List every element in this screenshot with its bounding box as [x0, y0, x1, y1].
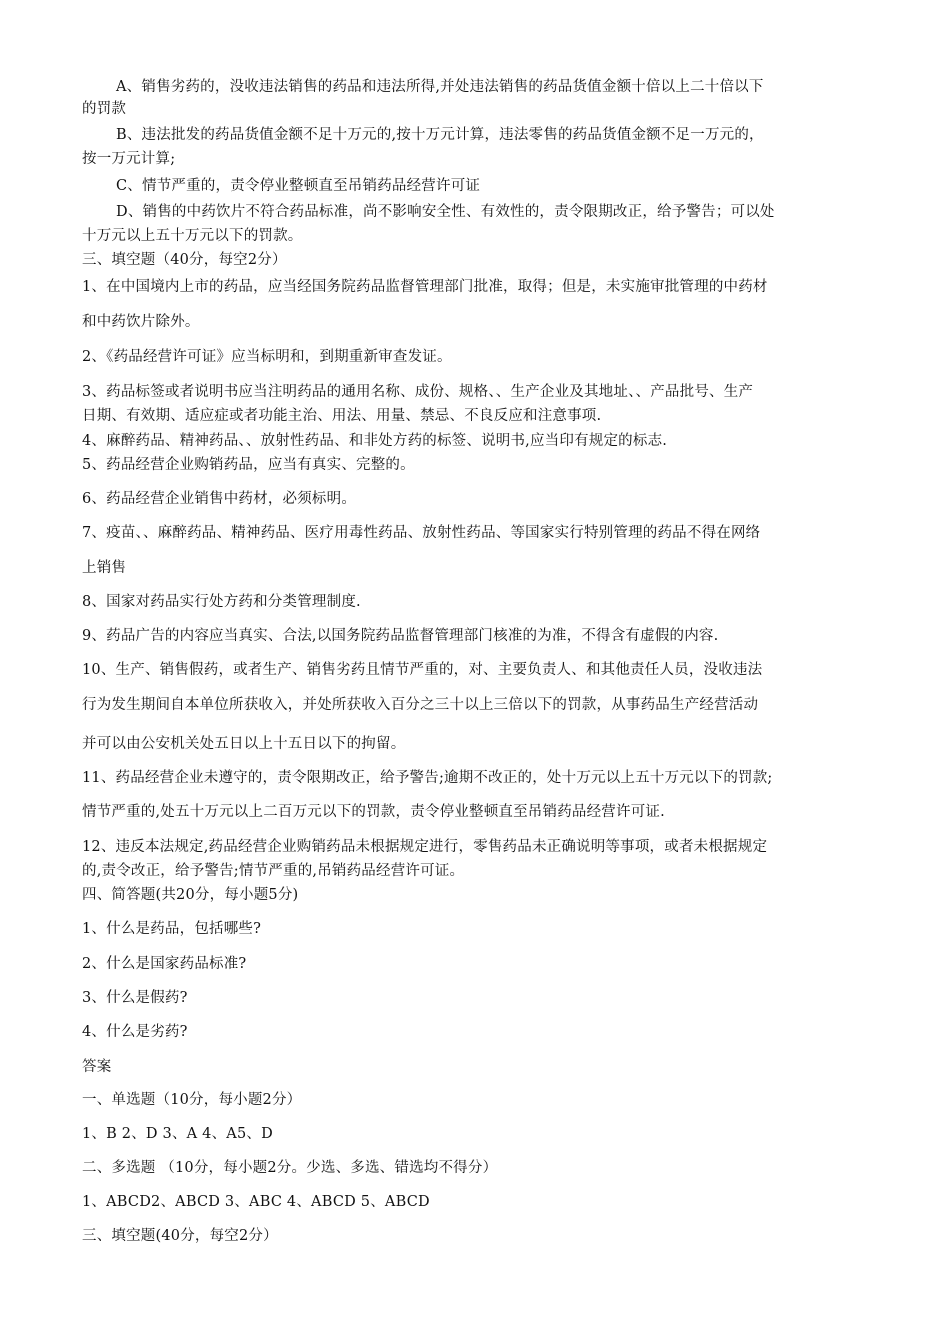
text-line: 按一万元计算;	[82, 151, 176, 167]
text-line: 6、药品经营企业销售中药材，必须标明。	[82, 491, 357, 507]
text-line: 行为发生期间自本单位所获收入，并处所获收入百分之三十以上三倍以下的罚款，从事药品生产经营活动	[82, 697, 759, 713]
text-line: 并可以由公安机关处五日以上十五日以下的拘留。	[82, 736, 406, 752]
section-heading: 答案	[82, 1059, 112, 1075]
text-line: 3、什么是假药?	[82, 990, 188, 1006]
text-line: 2、《药品经营许可证》应当标明和，到期重新审查发证。	[82, 349, 452, 365]
text-line: 1、B 2、D 3、A 4、A5、D	[82, 1126, 273, 1142]
text-line: 8、国家对药品实行处方药和分类管理制度.	[82, 594, 361, 610]
text-line: 和中药饮片除外。	[82, 314, 200, 330]
text-line: 9、药品广告的内容应当真实、合法,以国务院药品监督管理部门核准的为准，不得含有虚假的内容.	[82, 628, 719, 644]
text-line: 上销售	[82, 560, 127, 576]
text-line: A、销售劣药的，没收违法销售的药品和违法所得,并处违法销售的药品货值金额十倍以上二十倍以下	[116, 79, 764, 95]
text-line: 的罚款	[82, 101, 127, 117]
text-line: 1、什么是药品，包括哪些?	[82, 921, 262, 937]
text-line: 1、在中国境内上市的药品，应当经国务院药品监督管理部门批准，取得；但是，未实施审批管理的中药材	[82, 279, 768, 295]
section-heading: 三、填空题(40分，每空2分）	[82, 1228, 278, 1244]
text-line: 十万元以上五十万元以下的罚款。	[82, 228, 303, 244]
text-line: 5、药品经营企业购销药品，应当有真实、完整的。	[82, 457, 415, 473]
text-line: 4、什么是劣药?	[82, 1024, 188, 1040]
text-line: 11、药品经营企业未遵守的，责令限期改正，给予警告;逾期不改正的，处十万元以上五十万元以下的罚款;	[82, 770, 773, 786]
text-line: D、销售的中药饮片不符合药品标准，尚不影响安全性、有效性的，责令限期改正，给予警告；可以处	[116, 204, 775, 220]
text-line: 7、疫苗、、麻醉药品、精神药品、医疗用毒性药品、放射性药品、等国家实行特别管理的药品不得在网络	[82, 525, 761, 541]
text-line: 日期、有效期、适应症或者功能主治、用法、用量、禁忌、不良反应和注意事项.	[82, 408, 602, 424]
section-heading: 一、单选题（10分，每小题2分）	[82, 1092, 302, 1108]
text-line: 的,责令改正，给予警告;情节严重的,吊销药品经营许可证。	[82, 863, 465, 879]
text-line: 12、违反本法规定,药品经营企业购销药品未根据规定进行，零售药品未正确说明等事项，或者未根据规定	[82, 839, 768, 855]
section-heading: 三、填空题（40分，每空2分）	[82, 252, 287, 268]
text-line: 情节严重的,处五十万元以上二百万元以下的罚款，责令停业整顿直至吊销药品经营许可证.	[82, 804, 665, 820]
text-line: 4、麻醉药品、精神药品、、放射性药品、和非处方药的标签、说明书,应当印有规定的标志.	[82, 433, 668, 449]
text-line: 3、药品标签或者说明书应当注明药品的通用名称、成份、规格、、生产企业及其地址、、产品批号、生产	[82, 384, 754, 400]
text-line: 2、什么是国家药品标准?	[82, 956, 247, 972]
text-line: B、违法批发的药品货值金额不足十万元的,按十万元计算，违法零售的药品货值金额不足一万元的，	[116, 127, 764, 143]
section-heading: 四、简答题(共20分，每小题5分)	[82, 887, 299, 903]
text-line: 1、ABCD2、ABCD 3、ABC 4、ABCD 5、ABCD	[82, 1194, 430, 1210]
text-line: 10、生产、销售假药，或者生产、销售劣药且情节严重的，对、主要负责人、和其他责任人员，没收违法	[82, 662, 763, 678]
section-heading: 二、多选题 （10分，每小题2分。少选、多选、错选均不得分）	[82, 1160, 498, 1176]
text-line: C、情节严重的，责令停业整顿直至吊销药品经营许可证	[116, 178, 481, 194]
